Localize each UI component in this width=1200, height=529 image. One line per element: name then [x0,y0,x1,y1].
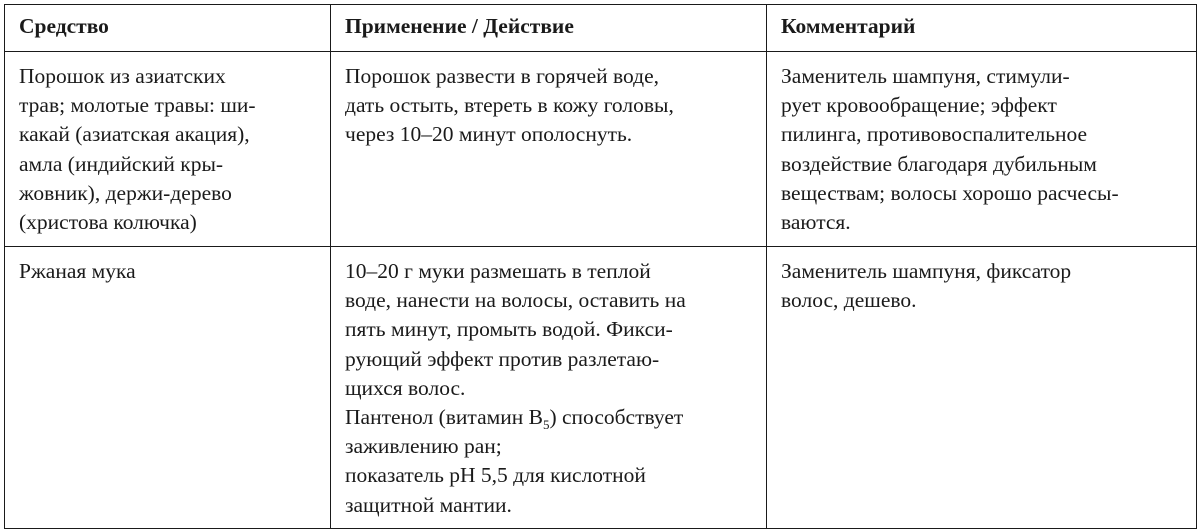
cell-line: дать остыть, втереть в кожу головы, [345,93,674,118]
panthenol-line [345,403,756,432]
header-row [5,5,1197,52]
table-row [5,247,1197,529]
cell-line: Ржаная мука [19,259,136,283]
cell-line: воде, нанести на волосы, оставить на [345,288,686,313]
cell-line: защитной мантии. [345,492,512,517]
cell-line: (христова колючка) [19,210,197,235]
cell-line: Порошок из азиатских [19,64,226,88]
panthenol-text: Пантенол (витамин B [345,405,543,430]
cell-line: щихся волос. [345,375,466,400]
remedy-cell [5,247,331,529]
comment-cell [767,52,1197,247]
cell-line: пять минут, промыть водой. Фикси- [345,317,673,342]
usage-cell [331,247,767,529]
cell-line: показатель pH 5,5 для кислотной [345,463,646,488]
remedy-cell [5,52,331,247]
cell-line: пилинга, противовоспалительное [781,122,1088,147]
cell-line: какай (азиатская акация), [19,122,250,147]
comment-cell [767,247,1197,529]
cell-line: воздействие благодаря дубильным [781,151,1097,176]
cell-line: Заменитель шампуня, стимули- [781,64,1070,88]
cell-line: Порошок развести в горячей воде, [345,64,660,88]
cell-line: ваются. [781,210,851,235]
cell-line: 10–20 г муки размешать в теплой [345,259,651,283]
cell-line: через 10–20 минут ополоснуть. [345,122,633,147]
usage-cell [331,52,767,247]
cell-line: заживлению ран; [345,434,502,459]
cell-line: волос, дешево. [781,288,917,313]
header-comment: Комментарий [767,5,1197,52]
cell-line: амла (индийский кры- [19,151,224,176]
vitamin-subscript: 5 [542,417,550,433]
cell-line: жовник), держи-дерево [19,180,232,205]
header-usage: Применение / Действие [331,5,767,52]
cell-line: веществам; волосы хорошо расчесы- [781,180,1119,205]
table-row [5,52,1197,247]
panthenol-text-end: ) способствует [549,405,684,430]
cell-line: рует кровообращение; эффект [781,93,1057,118]
header-remedy: Средство [5,5,331,52]
remedies-table [4,4,1197,529]
cell-line: рующий эффект против разлетаю- [345,346,660,371]
cell-line: трав; молотые травы: ши- [19,93,256,118]
cell-line: Заменитель шампуня, фиксатор [781,259,1072,283]
